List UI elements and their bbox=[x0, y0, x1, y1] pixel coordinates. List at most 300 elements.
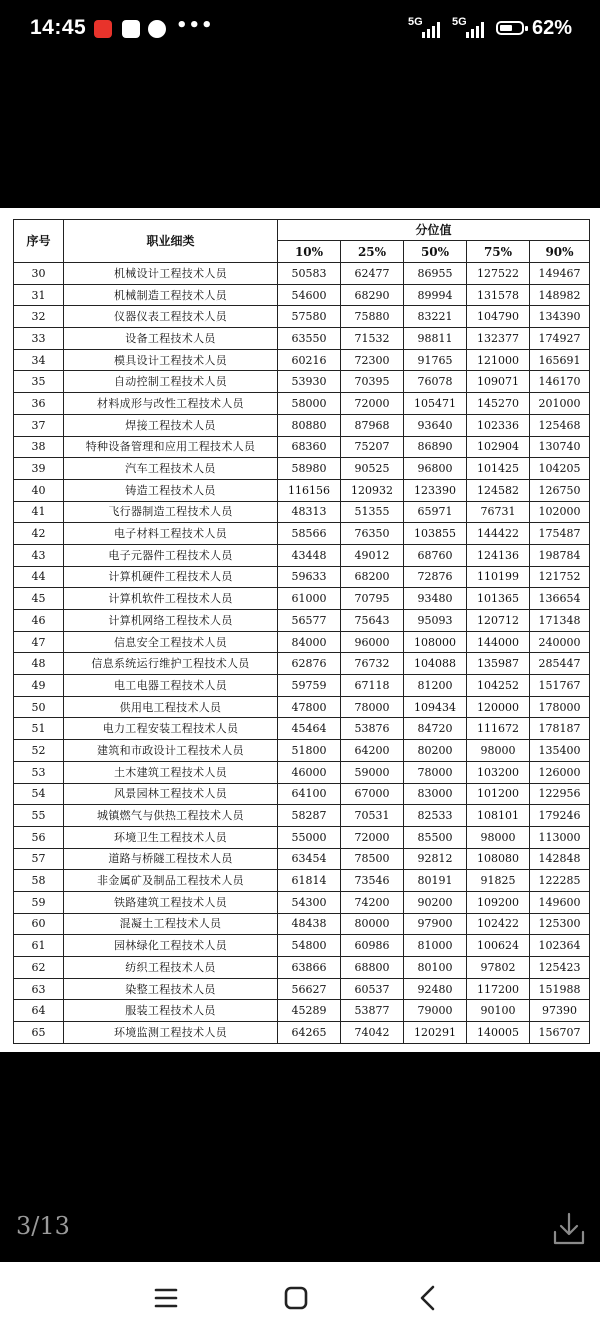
table-row bbox=[14, 436, 590, 458]
header-percentile: 10% bbox=[278, 241, 341, 263]
percentile-value: 75643 bbox=[341, 610, 404, 632]
percentile-value: 72876 bbox=[404, 566, 467, 588]
row-index: 55 bbox=[14, 805, 64, 827]
header-index: 序号 bbox=[14, 220, 64, 263]
occupation-title: 飞行器制造工程技术人员 bbox=[64, 501, 278, 523]
row-index: 51 bbox=[14, 718, 64, 740]
percentile-value: 104252 bbox=[467, 675, 530, 697]
percentile-value: 58287 bbox=[278, 805, 341, 827]
percentile-value: 68760 bbox=[404, 544, 467, 566]
menu-icon[interactable] bbox=[146, 1278, 186, 1318]
percentile-value: 58566 bbox=[278, 523, 341, 545]
percentile-value: 98811 bbox=[404, 328, 467, 350]
percentile-value: 64200 bbox=[341, 740, 404, 762]
occupation-title: 电力工程安装工程技术人员 bbox=[64, 718, 278, 740]
table-row bbox=[14, 718, 590, 740]
percentile-value: 74042 bbox=[341, 1022, 404, 1044]
network-type-label: 5G bbox=[452, 16, 467, 28]
percentile-value: 126750 bbox=[530, 479, 590, 501]
occupation-title: 纺织工程技术人员 bbox=[64, 957, 278, 979]
row-index: 39 bbox=[14, 458, 64, 480]
percentile-value: 49012 bbox=[341, 544, 404, 566]
row-index: 62 bbox=[14, 957, 64, 979]
percentile-value: 144422 bbox=[467, 523, 530, 545]
row-index: 46 bbox=[14, 610, 64, 632]
percentile-value: 76078 bbox=[404, 371, 467, 393]
percentile-value: 144000 bbox=[467, 631, 530, 653]
table-row bbox=[14, 1000, 590, 1022]
percentile-value: 145270 bbox=[467, 393, 530, 415]
percentile-value: 95093 bbox=[404, 610, 467, 632]
percentile-value: 51800 bbox=[278, 740, 341, 762]
percentile-value: 148982 bbox=[530, 284, 590, 306]
document-page[interactable] bbox=[0, 208, 600, 1052]
table-row bbox=[14, 805, 590, 827]
row-index: 45 bbox=[14, 588, 64, 610]
percentile-value: 68290 bbox=[341, 284, 404, 306]
percentile-value: 59633 bbox=[278, 566, 341, 588]
occupation-title: 计算机网络工程技术人员 bbox=[64, 610, 278, 632]
percentile-value: 43448 bbox=[278, 544, 341, 566]
row-index: 60 bbox=[14, 913, 64, 935]
table-row bbox=[14, 263, 590, 285]
occupation-title: 供用电工程技术人员 bbox=[64, 696, 278, 718]
table-row bbox=[14, 544, 590, 566]
occupation-title: 自动控制工程技术人员 bbox=[64, 371, 278, 393]
percentile-value: 101365 bbox=[467, 588, 530, 610]
percentile-value: 92480 bbox=[404, 978, 467, 1000]
table-row bbox=[14, 414, 590, 436]
percentile-value: 83221 bbox=[404, 306, 467, 328]
row-index: 49 bbox=[14, 675, 64, 697]
percentile-value: 61814 bbox=[278, 870, 341, 892]
table-row bbox=[14, 610, 590, 632]
percentile-value: 47800 bbox=[278, 696, 341, 718]
percentile-value: 70395 bbox=[341, 371, 404, 393]
percentile-value: 146170 bbox=[530, 371, 590, 393]
percentile-value: 140005 bbox=[467, 1022, 530, 1044]
percentile-value: 80100 bbox=[404, 957, 467, 979]
percentile-value: 64100 bbox=[278, 783, 341, 805]
percentile-value: 56577 bbox=[278, 610, 341, 632]
percentile-value: 109434 bbox=[404, 696, 467, 718]
percentile-value: 142848 bbox=[530, 848, 590, 870]
percentile-value: 68800 bbox=[341, 957, 404, 979]
row-index: 37 bbox=[14, 414, 64, 436]
row-index: 36 bbox=[14, 393, 64, 415]
table-row bbox=[14, 761, 590, 783]
occupation-title: 机械设计工程技术人员 bbox=[64, 263, 278, 285]
percentile-value: 102422 bbox=[467, 913, 530, 935]
percentile-value: 59759 bbox=[278, 675, 341, 697]
percentile-value: 240000 bbox=[530, 631, 590, 653]
occupation-title: 计算机软件工程技术人员 bbox=[64, 588, 278, 610]
percentile-value: 71532 bbox=[341, 328, 404, 350]
network-type-label: 5G bbox=[408, 16, 423, 28]
row-index: 34 bbox=[14, 349, 64, 371]
status-bar bbox=[0, 0, 600, 60]
battery-percentage: 62% bbox=[532, 17, 573, 39]
navigation-bar bbox=[0, 1262, 600, 1333]
header-percentile-group: 分位值 bbox=[278, 220, 590, 241]
percentile-value: 110199 bbox=[467, 566, 530, 588]
percentile-value: 124136 bbox=[467, 544, 530, 566]
percentile-value: 135400 bbox=[530, 740, 590, 762]
percentile-value: 72000 bbox=[341, 826, 404, 848]
row-index: 38 bbox=[14, 436, 64, 458]
percentile-value: 91765 bbox=[404, 349, 467, 371]
percentile-value: 72000 bbox=[341, 393, 404, 415]
occupation-title: 模具设计工程技术人员 bbox=[64, 349, 278, 371]
table-row bbox=[14, 479, 590, 501]
percentile-value: 104088 bbox=[404, 653, 467, 675]
page-indicator: 3/13 bbox=[16, 1212, 70, 1240]
row-index: 50 bbox=[14, 696, 64, 718]
occupation-title: 电工电器工程技术人员 bbox=[64, 675, 278, 697]
table-row bbox=[14, 1022, 590, 1044]
occupation-title: 设备工程技术人员 bbox=[64, 328, 278, 350]
percentile-value: 58980 bbox=[278, 458, 341, 480]
app-notification-icon bbox=[122, 20, 140, 38]
header-percentile: 25% bbox=[341, 241, 404, 263]
percentile-value: 151767 bbox=[530, 675, 590, 697]
table-row bbox=[14, 631, 590, 653]
table-row bbox=[14, 826, 590, 848]
percentile-value: 109071 bbox=[467, 371, 530, 393]
row-index: 52 bbox=[14, 740, 64, 762]
shield-app-notification-icon bbox=[148, 20, 166, 38]
table-row bbox=[14, 523, 590, 545]
row-index: 53 bbox=[14, 761, 64, 783]
percentile-value: 104205 bbox=[530, 458, 590, 480]
back-icon[interactable] bbox=[408, 1278, 448, 1318]
percentile-value: 68360 bbox=[278, 436, 341, 458]
percentile-value: 151988 bbox=[530, 978, 590, 1000]
percentile-value: 122285 bbox=[530, 870, 590, 892]
occupation-title: 信息安全工程技术人员 bbox=[64, 631, 278, 653]
percentile-value: 102904 bbox=[467, 436, 530, 458]
occupation-title: 焊接工程技术人员 bbox=[64, 414, 278, 436]
table-row bbox=[14, 328, 590, 350]
percentile-value: 80000 bbox=[341, 913, 404, 935]
row-index: 48 bbox=[14, 653, 64, 675]
percentile-value: 131578 bbox=[467, 284, 530, 306]
row-index: 54 bbox=[14, 783, 64, 805]
occupation-title: 机械制造工程技术人员 bbox=[64, 284, 278, 306]
percentile-value: 48313 bbox=[278, 501, 341, 523]
percentile-value: 62876 bbox=[278, 653, 341, 675]
percentile-value: 108000 bbox=[404, 631, 467, 653]
percentile-value: 74200 bbox=[341, 891, 404, 913]
percentile-value: 56627 bbox=[278, 978, 341, 1000]
table-row bbox=[14, 349, 590, 371]
table-row bbox=[14, 566, 590, 588]
percentile-value: 130740 bbox=[530, 436, 590, 458]
percentile-value: 165691 bbox=[530, 349, 590, 371]
percentile-value: 78500 bbox=[341, 848, 404, 870]
percentile-value: 67000 bbox=[341, 783, 404, 805]
percentile-value: 68200 bbox=[341, 566, 404, 588]
occupation-title: 建筑和市政设计工程技术人员 bbox=[64, 740, 278, 762]
occupation-title: 城镇燃气与供热工程技术人员 bbox=[64, 805, 278, 827]
percentile-value: 89994 bbox=[404, 284, 467, 306]
row-index: 41 bbox=[14, 501, 64, 523]
occupation-title: 环境监测工程技术人员 bbox=[64, 1022, 278, 1044]
percentile-value: 48438 bbox=[278, 913, 341, 935]
percentile-value: 97390 bbox=[530, 1000, 590, 1022]
percentile-value: 70795 bbox=[341, 588, 404, 610]
table-row bbox=[14, 306, 590, 328]
percentile-value: 149467 bbox=[530, 263, 590, 285]
percentile-value: 90100 bbox=[467, 1000, 530, 1022]
percentile-value: 174927 bbox=[530, 328, 590, 350]
percentile-value: 83000 bbox=[404, 783, 467, 805]
percentile-value: 78000 bbox=[341, 696, 404, 718]
percentile-value: 86890 bbox=[404, 436, 467, 458]
percentile-value: 53930 bbox=[278, 371, 341, 393]
percentile-value: 125423 bbox=[530, 957, 590, 979]
table-row bbox=[14, 957, 590, 979]
percentile-value: 111672 bbox=[467, 718, 530, 740]
percentile-value: 60216 bbox=[278, 349, 341, 371]
battery-level-fill bbox=[500, 25, 512, 31]
percentile-value: 108101 bbox=[467, 805, 530, 827]
percentile-value: 85500 bbox=[404, 826, 467, 848]
row-index: 61 bbox=[14, 935, 64, 957]
percentile-value: 201000 bbox=[530, 393, 590, 415]
battery-icon bbox=[496, 21, 524, 35]
percentile-value: 121000 bbox=[467, 349, 530, 371]
percentile-value: 63454 bbox=[278, 848, 341, 870]
percentile-value: 63550 bbox=[278, 328, 341, 350]
table-row bbox=[14, 393, 590, 415]
occupation-title: 电子元器件工程技术人员 bbox=[64, 544, 278, 566]
percentile-value: 53876 bbox=[341, 718, 404, 740]
percentile-value: 54600 bbox=[278, 284, 341, 306]
row-index: 44 bbox=[14, 566, 64, 588]
table-row bbox=[14, 371, 590, 393]
percentile-value: 171348 bbox=[530, 610, 590, 632]
percentile-value: 80880 bbox=[278, 414, 341, 436]
percentile-value: 102364 bbox=[530, 935, 590, 957]
percentile-value: 134390 bbox=[530, 306, 590, 328]
row-index: 65 bbox=[14, 1022, 64, 1044]
percentile-value: 102000 bbox=[530, 501, 590, 523]
percentile-value: 76732 bbox=[341, 653, 404, 675]
percentile-value: 198784 bbox=[530, 544, 590, 566]
percentile-value: 90200 bbox=[404, 891, 467, 913]
percentile-value: 120932 bbox=[341, 479, 404, 501]
percentile-value: 72300 bbox=[341, 349, 404, 371]
occupation-title: 非金属矿及制品工程技术人员 bbox=[64, 870, 278, 892]
occupation-title: 信息系统运行维护工程技术人员 bbox=[64, 653, 278, 675]
percentile-value: 120000 bbox=[467, 696, 530, 718]
table-row bbox=[14, 870, 590, 892]
percentile-value: 127522 bbox=[467, 263, 530, 285]
row-index: 43 bbox=[14, 544, 64, 566]
percentile-value: 109200 bbox=[467, 891, 530, 913]
occupation-title: 园林绿化工程技术人员 bbox=[64, 935, 278, 957]
table-row bbox=[14, 978, 590, 1000]
row-index: 42 bbox=[14, 523, 64, 545]
table-row bbox=[14, 675, 590, 697]
percentile-value: 108080 bbox=[467, 848, 530, 870]
percentile-value: 101200 bbox=[467, 783, 530, 805]
table-row bbox=[14, 740, 590, 762]
percentile-value: 135987 bbox=[467, 653, 530, 675]
percentile-value: 81200 bbox=[404, 675, 467, 697]
percentile-value: 81000 bbox=[404, 935, 467, 957]
percentile-value: 63866 bbox=[278, 957, 341, 979]
row-index: 47 bbox=[14, 631, 64, 653]
header-percentile: 90% bbox=[530, 241, 590, 263]
header-occupation: 职业细类 bbox=[64, 220, 278, 263]
row-index: 40 bbox=[14, 479, 64, 501]
row-index: 58 bbox=[14, 870, 64, 892]
percentile-value: 91825 bbox=[467, 870, 530, 892]
percentile-value: 54800 bbox=[278, 935, 341, 957]
header-percentile: 75% bbox=[467, 241, 530, 263]
percentile-value: 121752 bbox=[530, 566, 590, 588]
table-row bbox=[14, 783, 590, 805]
row-index: 63 bbox=[14, 978, 64, 1000]
percentile-value: 76350 bbox=[341, 523, 404, 545]
percentile-value: 93640 bbox=[404, 414, 467, 436]
percentile-value: 124582 bbox=[467, 479, 530, 501]
table-row bbox=[14, 458, 590, 480]
percentile-value: 120291 bbox=[404, 1022, 467, 1044]
percentile-value: 117200 bbox=[467, 978, 530, 1000]
percentile-value: 60537 bbox=[341, 978, 404, 1000]
percentile-value: 67118 bbox=[341, 675, 404, 697]
percentile-value: 104790 bbox=[467, 306, 530, 328]
row-index: 31 bbox=[14, 284, 64, 306]
news-app-notification-icon bbox=[94, 20, 112, 38]
percentile-value: 60986 bbox=[341, 935, 404, 957]
percentile-value: 122956 bbox=[530, 783, 590, 805]
occupation-title: 汽车工程技术人员 bbox=[64, 458, 278, 480]
percentile-value: 97900 bbox=[404, 913, 467, 935]
percentile-value: 51355 bbox=[341, 501, 404, 523]
percentile-value: 103200 bbox=[467, 761, 530, 783]
percentile-value: 100624 bbox=[467, 935, 530, 957]
percentile-value: 65971 bbox=[404, 501, 467, 523]
occupation-title: 服装工程技术人员 bbox=[64, 1000, 278, 1022]
occupation-title: 电子材料工程技术人员 bbox=[64, 523, 278, 545]
occupation-title: 铁路建筑工程技术人员 bbox=[64, 891, 278, 913]
percentile-value: 75207 bbox=[341, 436, 404, 458]
percentile-value: 113000 bbox=[530, 826, 590, 848]
download-icon[interactable] bbox=[552, 1210, 586, 1248]
percentile-value: 101425 bbox=[467, 458, 530, 480]
percentile-value: 61000 bbox=[278, 588, 341, 610]
table-row bbox=[14, 848, 590, 870]
percentile-value: 179246 bbox=[530, 805, 590, 827]
row-index: 64 bbox=[14, 1000, 64, 1022]
percentile-value: 59000 bbox=[341, 761, 404, 783]
percentile-value: 73546 bbox=[341, 870, 404, 892]
occupation-title: 道路与桥隧工程技术人员 bbox=[64, 848, 278, 870]
percentile-value: 45289 bbox=[278, 1000, 341, 1022]
row-index: 30 bbox=[14, 263, 64, 285]
row-index: 32 bbox=[14, 306, 64, 328]
table-row bbox=[14, 696, 590, 718]
percentile-value: 80191 bbox=[404, 870, 467, 892]
percentile-value: 285447 bbox=[530, 653, 590, 675]
row-index: 57 bbox=[14, 848, 64, 870]
table-row bbox=[14, 913, 590, 935]
occupation-title: 铸造工程技术人员 bbox=[64, 479, 278, 501]
table-row bbox=[14, 284, 590, 306]
percentile-value: 53877 bbox=[341, 1000, 404, 1022]
percentile-value: 55000 bbox=[278, 826, 341, 848]
occupation-title: 染整工程技术人员 bbox=[64, 978, 278, 1000]
percentile-value: 93480 bbox=[404, 588, 467, 610]
percentile-value: 98000 bbox=[467, 740, 530, 762]
percentile-value: 62477 bbox=[341, 263, 404, 285]
percentile-value: 96000 bbox=[341, 631, 404, 653]
percentile-value: 102336 bbox=[467, 414, 530, 436]
percentile-value: 82533 bbox=[404, 805, 467, 827]
percentile-value: 149600 bbox=[530, 891, 590, 913]
percentile-value: 57580 bbox=[278, 306, 341, 328]
occupation-title: 土木建筑工程技术人员 bbox=[64, 761, 278, 783]
percentile-value: 125468 bbox=[530, 414, 590, 436]
percentile-value: 79000 bbox=[404, 1000, 467, 1022]
percentile-value: 80200 bbox=[404, 740, 467, 762]
percentile-value: 132377 bbox=[467, 328, 530, 350]
percentile-value: 70531 bbox=[341, 805, 404, 827]
percentile-value: 156707 bbox=[530, 1022, 590, 1044]
percentile-value: 76731 bbox=[467, 501, 530, 523]
percentile-value: 92812 bbox=[404, 848, 467, 870]
more-notifications-icon: ••• bbox=[176, 15, 214, 36]
occupation-title: 环境卫生工程技术人员 bbox=[64, 826, 278, 848]
header-percentile: 50% bbox=[404, 241, 467, 263]
row-index: 56 bbox=[14, 826, 64, 848]
percentile-value: 126000 bbox=[530, 761, 590, 783]
salary-table bbox=[13, 219, 590, 1044]
table-row bbox=[14, 935, 590, 957]
percentile-value: 105471 bbox=[404, 393, 467, 415]
percentile-value: 175487 bbox=[530, 523, 590, 545]
percentile-value: 90525 bbox=[341, 458, 404, 480]
percentile-value: 87968 bbox=[341, 414, 404, 436]
percentile-value: 123390 bbox=[404, 479, 467, 501]
percentile-value: 178000 bbox=[530, 696, 590, 718]
percentile-value: 86955 bbox=[404, 263, 467, 285]
occupation-title: 混凝土工程技术人员 bbox=[64, 913, 278, 935]
percentile-value: 84720 bbox=[404, 718, 467, 740]
occupation-title: 风景园林工程技术人员 bbox=[64, 783, 278, 805]
status-time: 14:45 bbox=[30, 16, 87, 39]
percentile-value: 54300 bbox=[278, 891, 341, 913]
row-index: 35 bbox=[14, 371, 64, 393]
occupation-title: 仪器仪表工程技术人员 bbox=[64, 306, 278, 328]
percentile-value: 125300 bbox=[530, 913, 590, 935]
percentile-value: 136654 bbox=[530, 588, 590, 610]
percentile-value: 116156 bbox=[278, 479, 341, 501]
home-icon[interactable] bbox=[276, 1278, 316, 1318]
percentile-value: 58000 bbox=[278, 393, 341, 415]
table-row bbox=[14, 588, 590, 610]
percentile-value: 64265 bbox=[278, 1022, 341, 1044]
percentile-value: 50583 bbox=[278, 263, 341, 285]
percentile-value: 46000 bbox=[278, 761, 341, 783]
row-index: 59 bbox=[14, 891, 64, 913]
row-index: 33 bbox=[14, 328, 64, 350]
percentile-value: 96800 bbox=[404, 458, 467, 480]
